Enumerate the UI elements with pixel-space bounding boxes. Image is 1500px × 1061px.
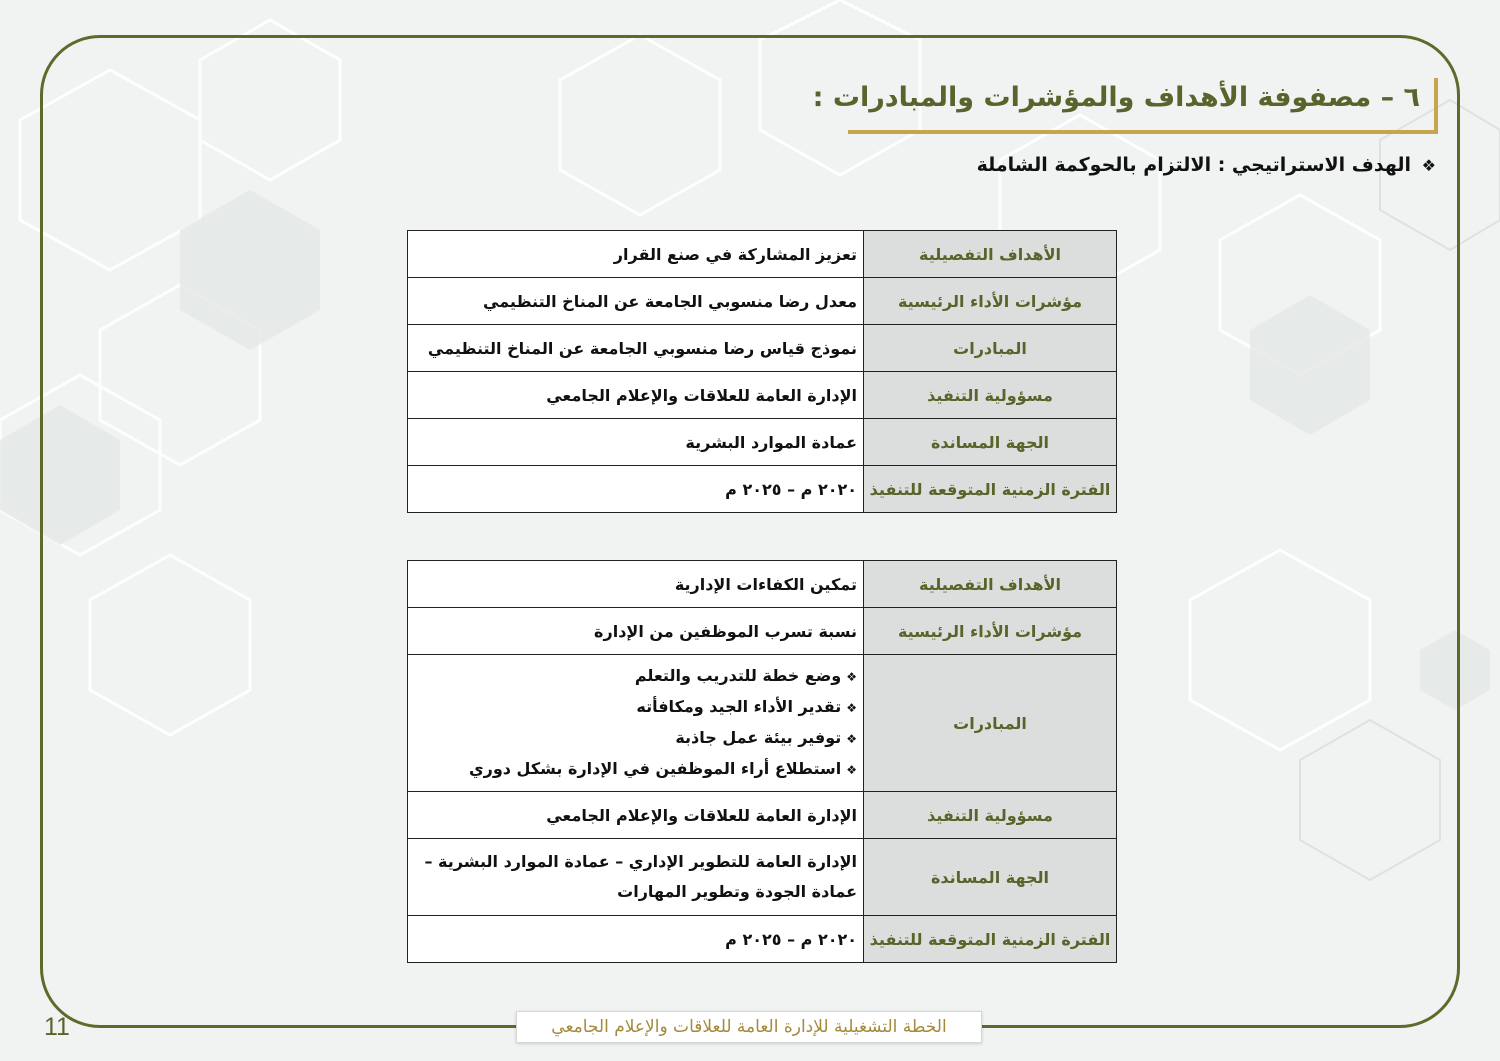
strategic-goal — [977, 154, 1436, 176]
value-supporting-party — [408, 839, 864, 916]
bullet-icon: ❖ — [846, 701, 857, 715]
table-row — [408, 792, 1117, 839]
table-row — [408, 231, 1117, 278]
value-supporting-party: عمادة الموارد البشرية — [408, 419, 864, 466]
section-title-box — [812, 78, 1438, 134]
label-kpis: مؤشرات الأداء الرئيسية — [864, 278, 1117, 325]
strategic-goal-text: الهدف الاستراتيجي : الالتزام بالحوكمة الشاملة — [976, 154, 1412, 176]
bullet-icon: ❖ — [846, 732, 857, 746]
table-row — [408, 608, 1117, 655]
initiative-text: توفير بيئة عمل جاذبة — [675, 728, 842, 747]
label-responsibility: مسؤولية التنفيذ — [864, 372, 1117, 419]
label-supporting-party: الجهة المساندة — [864, 839, 1117, 916]
section-title: ٦ – مصفوفة الأهداف والمؤشرات والمبادرات : — [812, 82, 1420, 113]
goal-matrix-table-2 — [407, 560, 1117, 963]
table-row — [408, 278, 1117, 325]
value-timeframe: ٢٠٢٠ م – ٢٠٢٥ م — [408, 916, 864, 963]
label-responsibility: مسؤولية التنفيذ — [864, 792, 1117, 839]
supporting-party-line: الإدارة العامة للتطوير الإداري – عمادة الموارد البشرية – — [424, 852, 857, 871]
table-row — [408, 419, 1117, 466]
page-number: 11 — [44, 1013, 70, 1041]
value-initiatives — [408, 655, 864, 792]
label-timeframe: الفترة الزمنية المتوقعة للتنفيذ — [864, 916, 1117, 963]
table-row — [408, 372, 1117, 419]
label-timeframe: الفترة الزمنية المتوقعة للتنفيذ — [864, 466, 1117, 513]
value-kpis: معدل رضا منسوبي الجامعة عن المناخ التنظيمي — [408, 278, 864, 325]
list-item — [416, 692, 857, 723]
value-detailed-goals: تعزيز المشاركة في صنع القرار — [408, 231, 864, 278]
label-detailed-goals: الأهداف التفصيلية — [864, 231, 1117, 278]
table-row — [408, 916, 1117, 963]
bullet-icon: ❖ — [1421, 156, 1436, 175]
label-initiatives: المبادرات — [864, 325, 1117, 372]
initiative-text: استطلاع أراء الموظفين في الإدارة بشكل دوري — [468, 759, 842, 778]
label-kpis: مؤشرات الأداء الرئيسية — [864, 608, 1117, 655]
initiative-text: تقدير الأداء الجيد ومكافأته — [636, 697, 842, 716]
table-row — [408, 561, 1117, 608]
table-row — [408, 655, 1117, 792]
label-initiatives: المبادرات — [864, 655, 1117, 792]
initiative-text: وضع خطة للتدريب والتعلم — [634, 666, 842, 685]
goal-matrix-table-1 — [407, 230, 1117, 513]
bullet-icon: ❖ — [846, 670, 857, 684]
label-detailed-goals: الأهداف التفصيلية — [864, 561, 1117, 608]
list-item — [416, 661, 857, 692]
footer-title: الخطة التشغيلية للإدارة العامة للعلاقات والإعلام الجامعي — [516, 1011, 982, 1043]
value-timeframe: ٢٠٢٠ م – ٢٠٢٥ م — [408, 466, 864, 513]
label-supporting-party: الجهة المساندة — [864, 419, 1117, 466]
value-detailed-goals: تمكين الكفاءات الإدارية — [408, 561, 864, 608]
bullet-icon: ❖ — [846, 763, 857, 777]
table-row — [408, 839, 1117, 916]
supporting-party-line: عمادة الجودة وتطوير المهارات — [617, 882, 857, 901]
table-row — [408, 466, 1117, 513]
value-kpis: نسبة تسرب الموظفين من الإدارة — [408, 608, 864, 655]
table-row — [408, 325, 1117, 372]
value-responsibility: الإدارة العامة للعلاقات والإعلام الجامعي — [408, 372, 864, 419]
list-item — [416, 723, 857, 754]
value-initiatives: نموذج قياس رضا منسوبي الجامعة عن المناخ التنظيمي — [408, 325, 864, 372]
initiatives-list — [416, 661, 857, 785]
list-item — [416, 754, 857, 785]
value-responsibility: الإدارة العامة للعلاقات والإعلام الجامعي — [408, 792, 864, 839]
